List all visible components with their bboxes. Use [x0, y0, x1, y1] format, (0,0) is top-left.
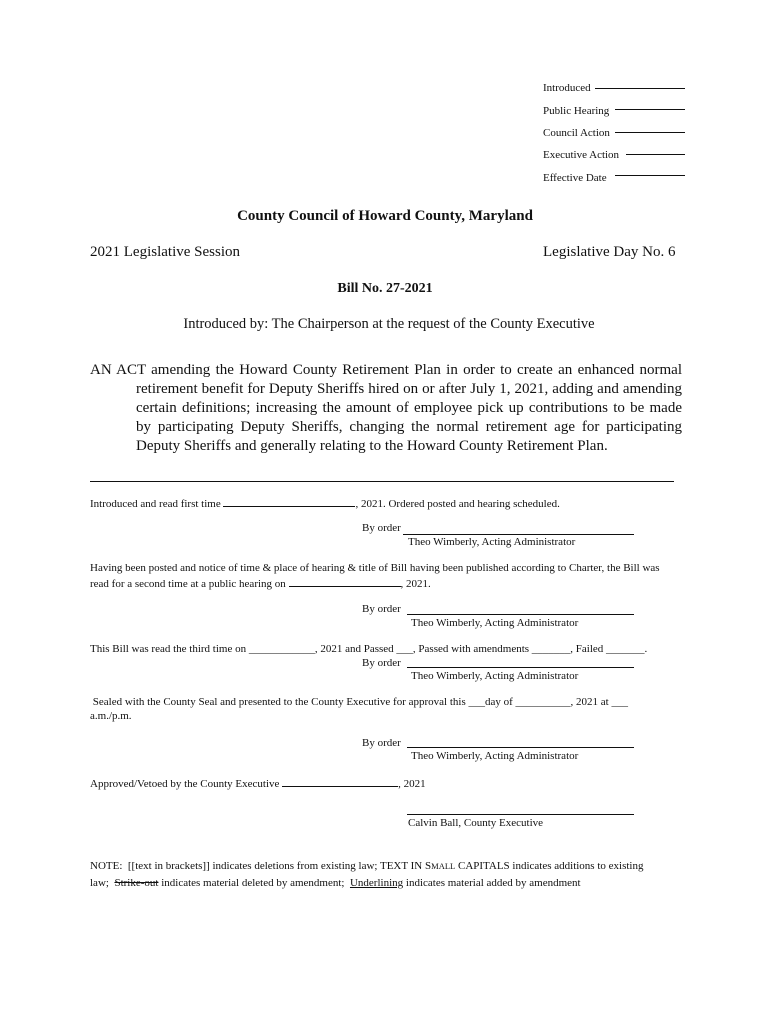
status-public-hearing [543, 105, 685, 119]
third-reading-signature-line [407, 667, 634, 668]
executive-signature-line [407, 814, 634, 815]
status-effective-date [543, 172, 685, 186]
legislative-session: 2021 Legislative Session [90, 244, 240, 260]
note-part-5: indicates material added by amendment [403, 877, 581, 889]
note-small-caps: SMALL [425, 860, 456, 872]
note-line-1 [90, 858, 690, 875]
status-effective-date-line [615, 175, 685, 176]
third-reading-by-order: By order [362, 657, 401, 669]
sealed-line-2: a.m./p.m. [90, 710, 132, 722]
second-reading-date-blank [289, 576, 401, 587]
bill-number: Bill No. 27-2021 [337, 281, 433, 296]
act-text-block [90, 361, 682, 456]
status-executive-action-label: Executive Action [543, 149, 620, 161]
third-reading-line: This Bill was read the third time on ____________, 2021 and Passed ___, Passed with amendments _______, Failed _______. [90, 643, 648, 655]
approval-date-blank [282, 776, 398, 787]
status-effective-date-label: Effective Date [543, 172, 607, 184]
executive-signer: Calvin Ball, County Executive [408, 817, 544, 829]
note-part-1: NOTE: [[text in brackets]] indicates deletions from existing law; TEXT IN [90, 860, 426, 872]
status-executive-action-line [626, 154, 685, 155]
note-underline-example: Underlining [349, 877, 404, 889]
council-title: County Council of Howard County, Maryland [237, 208, 533, 224]
status-council-action [543, 127, 685, 141]
approval-suffix: , 2021 [398, 778, 426, 790]
status-council-action-line [615, 132, 685, 133]
second-reading-line-1: Having been posted and notice of time & place of hearing & title of Bill having been published according to Charter, the Bill was [90, 562, 660, 574]
third-reading-signer: Theo Wimberly, Acting Administrator [411, 670, 579, 682]
first-reading-signer: Theo Wimberly, Acting Administrator [408, 536, 576, 548]
second-reading-line-2 [90, 576, 431, 590]
note-part-2: CAPITALS indicates additions to existing [455, 860, 644, 872]
approval-prefix: Approved/Vetoed by the County Executive [90, 778, 280, 790]
note-block [90, 858, 690, 892]
status-introduced-line [595, 88, 685, 89]
status-introduced [543, 82, 685, 96]
status-introduced-label: Introduced [543, 82, 591, 94]
approval-line [90, 776, 426, 790]
sealed-line-1: Sealed with the County Seal and presented to the County Executive for approval this ___day of __________, 2021 at ___ [90, 696, 628, 708]
first-reading-signature-line [403, 534, 634, 535]
second-reading-signature-line [407, 614, 634, 615]
sealed-signer: Theo Wimberly, Acting Administrator [411, 750, 579, 762]
second-reading-signer: Theo Wimberly, Acting Administrator [411, 617, 579, 629]
status-public-hearing-line [615, 109, 685, 110]
first-reading-line [90, 496, 560, 510]
sealed-by-order: By order [362, 737, 401, 749]
first-reading-prefix: Introduced and read first time [90, 498, 221, 510]
note-strike-example: Strike-out [114, 877, 159, 889]
first-reading-suffix: , 2021. Ordered posted and hearing scheduled. [355, 498, 560, 510]
note-part-3: law; [90, 877, 115, 889]
legislative-day: Legislative Day No. 6 [543, 244, 676, 260]
sealed-signature-line [407, 747, 634, 748]
act-divider [90, 481, 674, 482]
second-reading-prefix: read for a second time at a public hearing on [90, 578, 286, 590]
status-council-action-label: Council Action [543, 127, 610, 139]
note-line-2 [90, 875, 690, 892]
second-reading-suffix: , 2021. [400, 578, 431, 590]
act-text: AN ACT amending the Howard County Retirement Plan in order to create an enhanced normal retirement benefit for Deputy Sheriffs hired on or after July 1, 2021, adding and amending certain definitions; increasing the amount of employee pick up contributions to be made by participating Deputy Sheriffs, changing the normal retirement age for participating Deputy Sheriffs and generally relating to the Howard County Retirement Plan. [90, 362, 682, 454]
first-reading-by-order: By order [362, 522, 401, 534]
status-executive-action [543, 149, 685, 163]
introduced-by: Introduced by: The Chairperson at the request of the County Executive [183, 316, 595, 332]
note-part-4: indicates material deleted by amendment; [158, 877, 350, 889]
status-public-hearing-label: Public Hearing [543, 105, 610, 117]
second-reading-by-order: By order [362, 603, 401, 615]
first-reading-date-blank [223, 496, 355, 507]
